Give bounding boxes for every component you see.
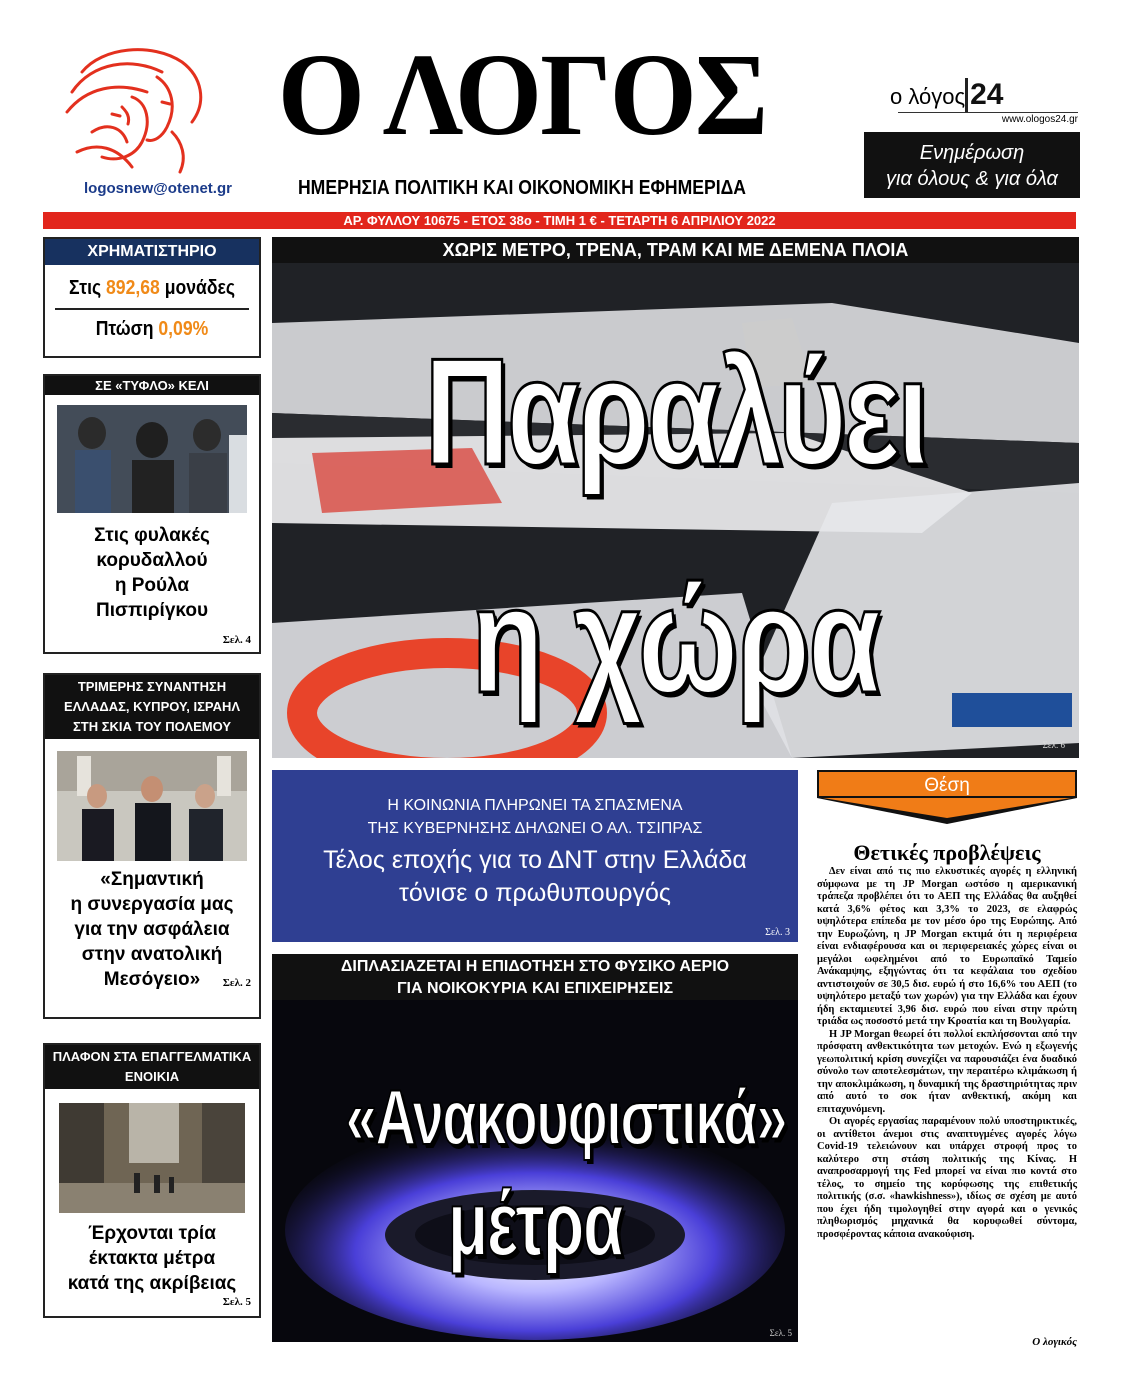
stock-points-pre: Στις bbox=[68, 277, 107, 299]
gas-story-photo[interactable] bbox=[272, 1000, 798, 1342]
side3-line-3: κατά της ακρίβειας bbox=[67, 1273, 237, 1294]
main-page-ref: Σελ. 6 bbox=[1042, 740, 1065, 750]
side3-headline bbox=[45, 1221, 259, 1296]
side2-line-4: στην ανατολική bbox=[81, 944, 223, 965]
side3-photo bbox=[59, 1103, 245, 1213]
masthead-subtitle: ΗΜΕΡΗΣΙΑ ΠΟΛΙΤΙΚΗ ΚΑΙ ΟΙΚΟΝΟΜΙΚΗ ΕΦΗΜΕΡΙΔΑ bbox=[297, 177, 747, 199]
stock-points-value: 892,68 bbox=[106, 277, 160, 299]
tsipras-page-ref: Σελ. 3 bbox=[765, 927, 790, 938]
gas-headline-1: «Ανακουφιστικά» bbox=[345, 1073, 787, 1161]
tsipras-kicker-1: Η ΚΟΙΝΩΝΙΑ ΠΛΗΡΩΝΕΙ ΤΑ ΣΠΑΣΜΕΝΑ bbox=[387, 797, 683, 814]
tsipras-kicker bbox=[272, 794, 798, 840]
tsipras-headline-2: τόνισε ο πρωθυπουργός bbox=[399, 879, 671, 907]
opinion-paragraph-1: Δεν είναι από τις πιο ελκυστικές αγορές η ελληνική σύμφωνα με τη JP Morgan ωστόσο η αμερικανική τράπεζα προβλέπει ότι το ΑΕΠ της Ελλάδας θα αυξηθεί κατά 3,6% φέτος και 3,3% το 2023, σε ελαφρώς υψηλότερα επίπεδα με τον μέσο όρο της Ευρώπης. Από την Ευρωζώνη, η JP Morgan εκτιμά ότι η περιφέρεια είναι ενδιαφέρουσα και οι περιφερειακές χώρες είναι οι μεγάλοι ωφελημένοι από το Ευρωπαϊκό Ταμείο Ανάκαμψης, εξηγώντας ότι τα κεφάλαια του σχεδίου αντιστοιχούν σε 30,5 δισ. ευρώ ή στο 16,6% του ΑΕΠ (το υψηλότερο μεταξύ των χωρών) για την Ελλάδα και έχουν ήδη εκταμιευτεί 3,96 δισ. ευρώ που είναι στην πρώτη τριάδα ως ποσοστό μετά την Κροατία και τη Βουλγαρία. bbox=[817, 866, 1077, 1027]
side1-title: ΣΕ «ΤΥΦΛΟ» ΚΕΛΙ bbox=[45, 376, 259, 395]
side1-headline bbox=[45, 523, 259, 623]
side2-headline bbox=[45, 867, 259, 992]
side1-photo bbox=[57, 405, 247, 513]
brand-tagline-box bbox=[864, 132, 1080, 198]
opinion-signature: Ο λογικός bbox=[1032, 1336, 1077, 1348]
side-story-trilateral[interactable] bbox=[43, 673, 261, 1019]
tsipras-headline-1: Τέλος εποχής για το ΔΝΤ στην Ελλάδα bbox=[323, 846, 747, 874]
brand-number: 24 bbox=[965, 78, 1003, 112]
side1-line-4: Πισπιρίγκου bbox=[95, 600, 209, 621]
side3-line-2: έκτακτα μέτρα bbox=[88, 1248, 216, 1269]
main-story-photo[interactable] bbox=[272, 263, 1079, 758]
side3-title bbox=[45, 1045, 259, 1089]
tsipras-story[interactable] bbox=[272, 770, 798, 942]
side-story-pispirigou[interactable] bbox=[43, 374, 261, 654]
gas-headline-2: μέτρα bbox=[447, 1173, 623, 1275]
side2-line-2: η συνεργασία μας bbox=[70, 894, 234, 915]
stock-title: ΧΡΗΜΑΤΙΣΤΗΡΙΟ bbox=[45, 239, 259, 265]
opinion-paragraph-2: Η JP Morgan θεωρεί ότι πολλοί εκπλήσσονται από την πρόσφατη ανθεκτικότητα των μετοχών. Ενώ η εξωγενής γεωπολιτική κρίση συνεχίζει να παρουσιάζει ένα δυαδικό σύνολο των αποτελεσμάτων, την περαιτέρω κλιμάκωση ή την αποκλιμάκωση, η δυναμική της δραστηριότητας πριν από αυτό το σοκ ήταν ανθεκτική, ακόμη και επιταχυνόμενη. bbox=[817, 1028, 1077, 1115]
gas-page-ref: Σελ. 5 bbox=[769, 1328, 792, 1338]
brand-tagline-1: Ενημέρωση bbox=[919, 142, 1025, 164]
side1-page-ref: Σελ. 4 bbox=[222, 634, 251, 646]
side1-line-1: Στις φυλακές bbox=[94, 525, 210, 546]
stock-points-post: μονάδες bbox=[159, 277, 236, 299]
masthead-title: Ο ΛΟΓΟΣ bbox=[277, 29, 767, 160]
stock-change-pre: Πτώση bbox=[95, 318, 159, 340]
brand-url[interactable]: www.ologos24.gr bbox=[898, 112, 1078, 125]
side2-title-1: ΤΡΙΜΕΡΗΣ ΣΥΝΑΝΤΗΣΗ bbox=[77, 679, 227, 694]
opinion-paragraph-3: Οι αγορές εργασίας παραμένουν πολύ υποστηρικτικές, οι αντίθετοι άνεμοι στις αναπτυγμένες αγορές λόγω Covid-19 τελειώνουν και υπάρχει στροφή προς το καλύτερο στη στάση πολιτικής της Κίνας. Η αναπροσαρμογή της Fed μπορεί να είναι πιο κοντά στο τέλος, το σημείο της κορύφωσης της επιθετικής πολιτικής (σ.σ. «hawkishness»), ιδίως σε σχέση με αυτό που έχει ήδη τιμολογηθεί στην αγορά και ο γενικός πληθωρισμός μηχανικά θα κορυφωθεί σύντομα, προσφέροντας κάποια ανακούφιση. bbox=[817, 1116, 1077, 1240]
main-kicker: ΧΩΡΙΣ ΜΕΤΡΟ, ΤΡΕΝΑ, ΤΡΑΜ ΚΑΙ ΜΕ ΔΕΜΕΝΑ ΠΛΟΙΑ bbox=[272, 237, 1079, 263]
side3-title-2: ΕΝΟΙΚΙΑ bbox=[124, 1069, 180, 1084]
side2-line-1: «Σημαντική bbox=[100, 869, 204, 890]
stock-points-line bbox=[58, 277, 246, 300]
side2-photo bbox=[57, 751, 247, 861]
brand-logo-24[interactable] bbox=[890, 78, 1090, 112]
side2-title-2: ΕΛΛΑΔΑΣ, ΚΥΠΡΟΥ, ΙΣΡΑΗΛ bbox=[63, 699, 241, 714]
main-headline-2: η χώρα bbox=[471, 555, 880, 725]
stock-change-line bbox=[58, 318, 246, 341]
side1-line-2: κορυδαλλού bbox=[96, 550, 208, 571]
side3-line-1: Έρχονται τρία bbox=[88, 1223, 216, 1244]
side2-line-3: για την ασφάλεια bbox=[74, 919, 230, 940]
stock-market-box bbox=[43, 237, 261, 358]
logo-illustration bbox=[62, 42, 212, 177]
gas-kicker-1: ΔΙΠΛΑΣΙΑΖΕΤΑΙ Η ΕΠΙΔΟΤΗΣΗ ΣΤΟ ΦΥΣΙΚΟ ΑΕΡΙΟ bbox=[340, 958, 730, 975]
tsipras-kicker-2: ΤΗΣ ΚΥΒΕΡΝΗΣΗΣ ΔΗΛΩΝΕΙ Ο ΑΛ. ΤΣΙΠΡΑΣ bbox=[367, 820, 703, 837]
gas-kicker-2: ΓΙΑ ΝΟΙΚΟΚΥΡΙΑ ΚΑΙ ΕΠΙΧΕΙΡΗΣΕΙΣ bbox=[396, 980, 674, 997]
issue-info-bar: ΑΡ. ΦΥΛΛΟΥ 10675 - ΕΤΟΣ 38ο - ΤΙΜΗ 1 € - ΤΕΤΑΡΤΗ 6 ΑΠΡΙΛΙΟΥ 2022 bbox=[43, 212, 1076, 229]
side2-line-5: Μεσόγειο» bbox=[103, 969, 201, 990]
opinion-body bbox=[817, 866, 1077, 1241]
side3-page-ref: Σελ. 5 bbox=[222, 1296, 251, 1308]
side1-line-3: η Ρούλα bbox=[114, 575, 190, 596]
brand-name: ο λόγος bbox=[890, 84, 966, 109]
opinion-title: Θετικές προβλέψεις bbox=[853, 840, 1041, 865]
main-headline-1: Παραλύει bbox=[424, 327, 927, 497]
contact-email[interactable]: logosnew@otenet.gr bbox=[84, 180, 232, 197]
gas-kicker bbox=[272, 954, 798, 1000]
tsipras-headline bbox=[272, 844, 798, 910]
opinion-arrow bbox=[817, 798, 1077, 824]
side2-page-ref: Σελ. 2 bbox=[222, 977, 251, 989]
side3-title-1: ΠΛΑΦΟΝ ΣΤΑ ΕΠΑΓΓΕΛΜΑΤΙΚΑ bbox=[52, 1049, 252, 1064]
side-story-rents[interactable] bbox=[43, 1043, 261, 1318]
side2-title-3: ΣΤΗ ΣΚΙΑ ΤΟΥ ΠΟΛΕΜΟΥ bbox=[72, 719, 232, 734]
side2-title bbox=[45, 675, 259, 739]
stock-change-value: 0,09% bbox=[158, 318, 209, 340]
opinion-section-label: Θέση bbox=[817, 770, 1077, 798]
brand-tagline-2: για όλους & για όλα bbox=[886, 168, 1058, 190]
